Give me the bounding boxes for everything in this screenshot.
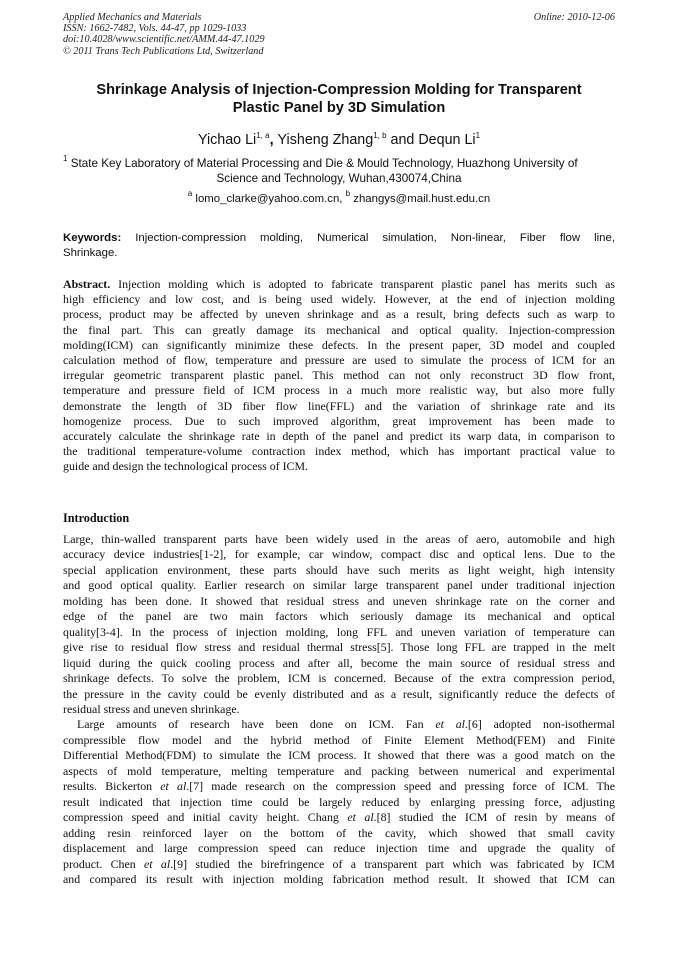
intro-text: product. Chen [63,856,145,871]
affiliation-text-1: State Key Laboratory of Material Processing and Die & Mould Technology, Huazhong University of [67,157,578,170]
keywords-text: Injection-compression molding, Numerical simulation, Non-linear, Fiber flow line, [121,232,615,244]
author-name: Yisheng Zhang [277,132,374,148]
abstract-line: process, product may be affected by uneven shrinkage and as a result, bring defects such as warp to [63,307,615,322]
intro-line: Differential Method(FDM) to simulate the ICM process. It showed that there was a good match on the [63,748,615,763]
keywords [63,231,615,261]
abstract [63,277,615,475]
intro-line: and compared its result with injection molding fabrication method result. It showed that ICM can [63,871,615,886]
journal-issn: ISSN: 1662-7482, Vols. 44-47, pp 1029-1033 [63,23,247,35]
keywords-line-2: Shrinkage. [63,246,118,259]
author-separator: and [386,132,419,148]
intro-line: result indicated that injection time could be largely reduced by enlarging pressing force, adjusting [63,794,615,809]
intro-line: quality[3-4]. In the process of injection molding, long FFL and uneven variation of temperature can [63,624,615,639]
et-al: et al [160,779,187,794]
keywords-label: Keywords: [63,232,122,244]
author-emails [63,189,615,207]
keywords-line-1 [63,231,615,246]
introduction-body [63,532,615,887]
intro-text: compression speed and initial cavity height. Chang [63,810,348,825]
paper-title-line-1: Shrinkage Analysis of Injection-Compression Molding for Transparent [96,82,582,98]
intro-line: Large, thin-walled transparent parts have been widely used in the areas of aero, automobile and high [63,532,615,546]
author-affiliation-mark: 1, b [373,131,387,140]
email-mark-b: b [345,189,351,198]
abstract-line-text: Injection molding which is adopted to fabricate transparent plastic panel has merits such as [110,277,615,291]
paper-title-line-2: Plastic Panel by 3D Simulation [232,100,446,116]
abstract-line [63,277,615,292]
intro-line [63,717,615,732]
email-b: zhangys@mail.hust.edu.cn [350,193,491,205]
intro-line [63,779,615,794]
email-mark-a: a [187,189,193,198]
et-al: et al [347,810,374,825]
abstract-line: irregular geometric transparent plastic panel. This method can not only reconstruct 3D flow front, [63,368,615,383]
et-al: et al [144,856,171,871]
intro-text: Large amounts of research have been done on ICM. Fan [77,717,436,732]
intro-line: aspects of mold temperature, melting temperature and packing between numerical and experimental [63,763,615,778]
intro-line: residual stress and uneven shrinkage. [63,701,240,716]
author-affiliation-mark: 1 [475,131,481,140]
abstract-line: homogenize process. Due to such improved algorithm, great improvement has been made to [63,413,615,428]
intro-line [63,810,615,825]
author-name: Dequn Li [418,132,476,148]
abstract-line: guide and design the technological process of ICM. [63,459,309,474]
intro-line: adding resin reinforced layer on the bottom of the cavity, which showed that small cavity [63,825,615,840]
intro-line: special application environment, these parts should have such merits as light weight, high intensity [63,562,615,577]
online-date: Online: 2010-12-06 [533,12,615,23]
intro-line: give rise to residual flow stress and residual thermal stress[5]. Those long FFL are trapped in the melt [63,640,615,655]
intro-line: and good optical quality. Earlier research on similar large transparent panel under traditional injection [63,578,615,593]
abstract-line: calculation method of flow, temperature and pressure are used to simulate the process of ICM for an [63,353,615,368]
intro-line: compressible flow model and the hybrid method of Finite Element Method(FEM) and Finite [63,732,615,747]
affiliation [63,156,615,187]
intro-line: liquid during the quick cooling process and after all, become the main source of residual stress and [63,655,615,670]
intro-line: displacement and large compression speed can reduce injection time and upgrade the quality of [63,841,615,856]
journal-doi: doi:10.4028/www.scientific.net/AMM.44-47.1029 [63,34,265,46]
author-affiliation-mark: 1, a [256,131,270,140]
abstract-line: demonstrate the length of 3D fiber flow line(FFL) and the variation of shrinkage rate and its [63,398,615,413]
abstract-line: the traditional temperature-volume contraction index method, which has important practical value to [63,444,615,459]
intro-text: .[8] studied the ICM of resin by means of [373,810,615,825]
intro-line: edge of the panel are two main factors which seriously damage its mechanical and optical [63,609,615,624]
intro-line: molding has been done. It showed that residual stress and uneven shrinkage rate on the corner and [63,593,615,608]
intro-line [63,857,615,872]
journal-name: Applied Mechanics and Materials [63,12,202,23]
intro-text: .[7] made research on the compression speed and pressing force of ICM. The [186,779,615,794]
abstract-line: high efficiency and low cost, and is being used widely. However, at the end of injection molding [63,292,615,307]
intro-text: .[6] adopted non-isothermal [464,717,615,732]
et-al: et al [435,717,465,732]
author-name: Yichao Li [197,132,257,148]
journal-header [63,12,615,57]
abstract-label: Abstract. [63,277,111,291]
journal-copyright: © 2011 Trans Tech Publications Ltd, Switzerland [63,45,264,57]
affiliation-line-2: Science and Technology, Wuhan,430074,China [216,172,462,186]
abstract-line: the final part. This can greatly damage its mechanical and optical quality. Injection-compression [63,322,615,337]
paper-title [63,81,615,117]
section-heading-introduction: Introduction [63,511,130,525]
affiliation-mark: 1 [63,154,68,163]
intro-text: results. Bickerton [63,779,161,794]
author-separator: , [269,132,278,148]
abstract-line: accurately calculate the shrinkage rate in depth of the panel and predict its warp data, in comparison to [63,429,615,444]
intro-text: .[9] studied the birefringence of a transparent part which was fabricated by ICM [170,856,615,871]
affiliation-line-1 [63,156,615,171]
intro-line: shrinkage defects. To solve the problem, ICM is concerned. Because of the extra compression period, [63,671,615,686]
intro-line: accuracy device industries[1-2], for example, car window, compact disc and optical lens. Due to the [63,547,615,562]
author-list [63,131,615,149]
email-a: lomo_clarke@yahoo.com.cn, [192,193,346,205]
abstract-line: temperature and pressure field of ICM process in a much more realistic way, but also more fully [63,383,615,398]
abstract-line: molding(ICM) can significantly minimize these defects. In the present paper, 3D model and coupled [63,337,615,352]
intro-line: the pressure in the cavity could be evenly distributed and as a result, significantly reduce the defects of [63,686,615,701]
